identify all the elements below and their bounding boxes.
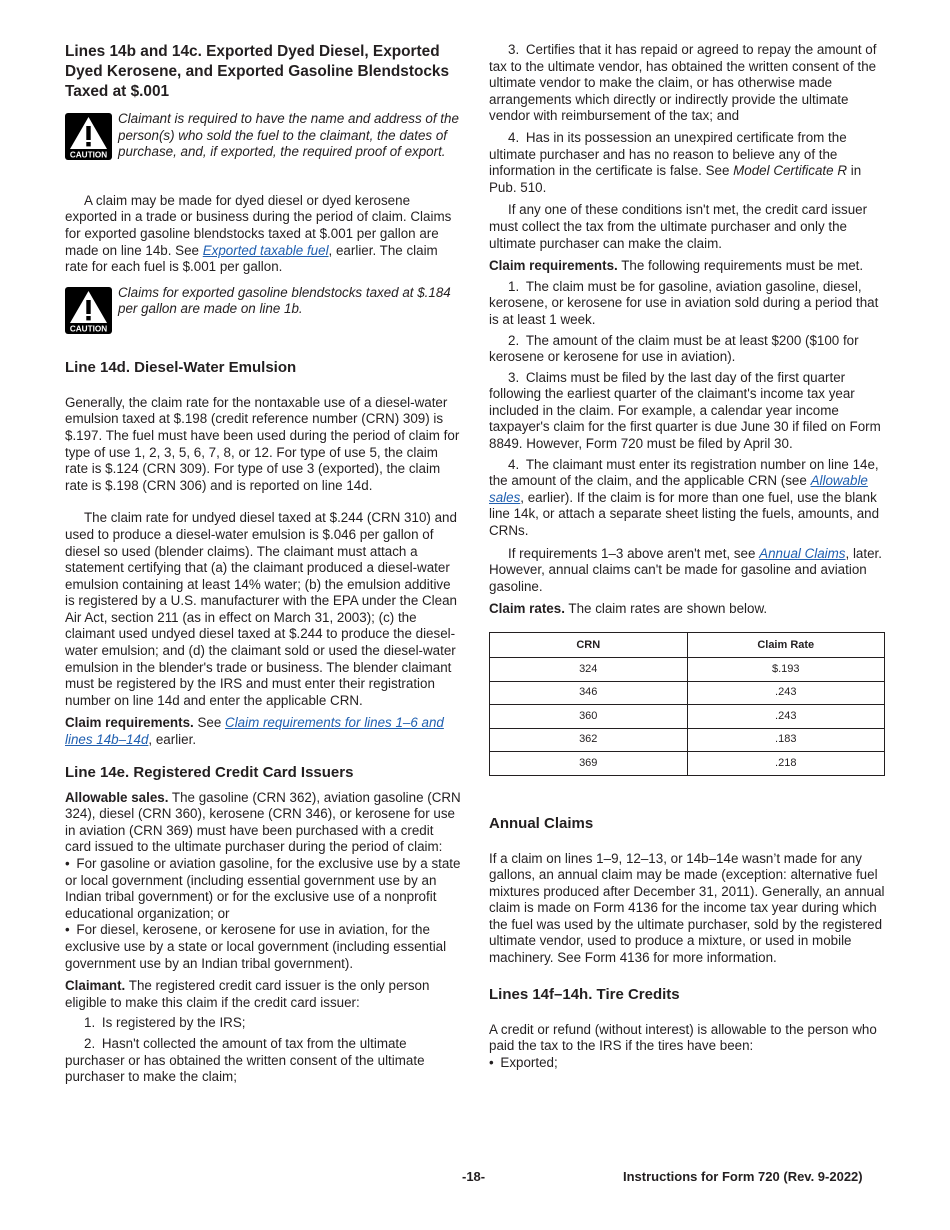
column-header-claim-rate: Claim Rate — [687, 633, 885, 658]
numbered-item: 2. Hasn't collected the amount of tax from the ultimate purchaser or has obtained the written consent of the ultimate purchaser to make the claim; — [65, 1035, 425, 1085]
section-heading-14b-14c: Lines 14b and 14c. Exported Dyed Diesel, Exported Dyed Kerosene, and Exported Gasoline Blendstocks Taxed at $.001 — [65, 43, 450, 100]
paragraph-emulsion-rate: Generally, the claim rate for the nontaxable use of a diesel-water emulsion taxed at $.198 (credit reference number (CRN) 309) is $.197. The fuel must have been used during the period of claim for type of use 1, 2, 3, 5, 6, 7, 8, or 12. For type of use 5, the claim rate is $.124 (CRN 309). For type of use 3 (exported), the claim rate is $.198 (CRN 306) and is reported on line 14d. — [65, 394, 460, 493]
table-row: 362 .183 — [490, 728, 885, 752]
caution-note-1 — [65, 111, 461, 161]
caution-icon — [65, 287, 112, 334]
paragraph-claim-requirements-14e: Claim requirements. The following requirements must be met. — [489, 258, 864, 274]
caution-icon — [65, 113, 112, 160]
left-column — [65, 42, 461, 1086]
caution-text-2: Claims for exported gasoline blendstocks taxed at $.184 per gallon are made on line 1b. — [118, 284, 451, 317]
numbered-item: 1. Is registered by the IRS; — [84, 1015, 246, 1031]
numbered-item: 3. Certifies that it has repaid or agreed to repay the amount of tax to the ultimate vendor, has obtained the written consent of the ultimate vendor to make the claim, or has otherwise made arrangements which directly or indirectly provide the ultimate vendor with reimbursement of the tax; and — [489, 42, 877, 124]
paragraph-allowable-sales: Allowable sales. The gasoline (CRN 362), aviation gasoline (CRN 324), diesel (CRN 360), kerosene (CRN 346), or kerosene for use in aviation (CRN 369) must have been purchased with a credit card issued to the ultimate purchaser during the period of claim: — [65, 789, 461, 855]
numbered-item: 1. The claim must be for gasoline, aviation gasoline, diesel, kerosene, or kerosene for use in aviation sold during a period that is at least 1 week. — [489, 278, 879, 327]
table-row: 360 .243 — [490, 705, 885, 729]
numbered-item: 2. The amount of the claim must be at least $200 ($100 for kerosene or kerosene for use in aviation). — [489, 332, 859, 365]
column-header-crn: CRN — [490, 633, 688, 658]
section-heading-annual-claims: Annual Claims — [489, 814, 594, 832]
table-row: 324 $.193 — [490, 658, 885, 682]
bullet-item: • For gasoline or aviation gasoline, for the exclusive use by a state or local government (including essential government use by an Indian tribal government) or for the exclusive use of a nonprofit educational organization; or — [65, 856, 461, 921]
table-header-row — [490, 633, 885, 658]
caution-note-2 — [65, 285, 461, 334]
bullet-item: • Exported; — [489, 1054, 558, 1070]
link-annual-claims[interactable]: Annual Claims — [759, 545, 846, 561]
section-heading-14e: Line 14e. Registered Credit Card Issuers — [65, 763, 354, 781]
paragraph-blender-claims: The claim rate for undyed diesel taxed at $.244 (CRN 310) and used to produce a diesel-water emulsion is $.046 per gallon of diesel so used (blender claims). The claimant must attach a statement certifying that (a) the claimant produced a diesel-water emulsion containing at least 14% water; (b) the emulsion additive is registered by a U.S. manufacturer with the EPA under the Clean Air Act, section 211 (as in effect on March 31, 2003); (c) the claimant used undyed diesel taxed at $.244 to produce the diesel-water emulsion; and (d) the claimant sold or used the diesel-water emulsion in the blender's trade or business. The blender claimant must be registered by the IRS and must enter their registration number on line 14d and enter the applicable CRN. — [65, 510, 458, 708]
table-row: 346 .243 — [490, 681, 885, 705]
paragraph-dyed-diesel: A claim may be made for dyed diesel or dyed kerosene exported in a trade or business during the period of claim. Claims for exported gasoline blendstocks taxed at $.001 per gallon are made on line 14b. See Exported taxable fuel, earlier. The claim rate for each fuel is $.001 per gallon. — [65, 192, 452, 275]
link-allowable-sales[interactable]: Allowable sales — [489, 473, 868, 505]
table-row: 369 .218 — [490, 752, 885, 776]
section-heading-14d: Line 14d. Diesel-Water Emulsion — [65, 358, 297, 376]
paragraph-conditions: If any one of these conditions isn't met, the credit card issuer must collect the tax from the ultimate purchaser and only the ultimate purchaser can make the claim. — [489, 202, 868, 251]
page-number: -18- — [462, 1169, 486, 1184]
link-exported-taxable-fuel[interactable]: Exported taxable fuel — [202, 242, 329, 258]
numbered-item: 4. Has in its possession an unexpired certificate from the ultimate purchaser and has no reason to believe any of the information in the certificate is false. See Model Certificate R in Pub. 510. — [489, 129, 862, 195]
footer-document-title: Instructions for Form 720 (Rev. 9-2022) — [623, 1169, 863, 1184]
numbered-item: 3. Claims must be filed by the last day of the first quarter following the earliest quarter of the claimant's income tax year included in the claim. For example, a calendar year income taxpayer's claim for the first quarter is due June 30 if filed on Form 8849. However, Form 720 must be filed by April 30. — [489, 369, 881, 452]
link-claim-requirements[interactable]: Claim requirements for lines 1–6 and lines 14b–14d — [65, 715, 444, 748]
right-column — [489, 42, 885, 1071]
paragraph-requirements-not-met: If requirements 1–3 above aren't met, see Annual Claims, later. However, annual claims can't be made for gasoline and aviation gasoline. — [489, 545, 882, 594]
section-heading-tire-credits: Lines 14f–14h. Tire Credits — [489, 985, 680, 1003]
paragraph-claim-requirements-14d: Claim requirements. See Claim requirements for lines 1–6 and lines 14b–14d, earlier. — [65, 715, 444, 748]
bullet-item: • For diesel, kerosene, or kerosene for use in aviation, for the exclusive use by a state or local government (including essential government use by an Indian tribal government). — [65, 922, 447, 971]
paragraph-tire-credits: A credit or refund (without interest) is allowable to the person who paid the tax to the IRS if the tires have been: — [489, 1021, 877, 1054]
caution-text-1: Claimant is required to have the name and address of the person(s) who sold the fuel to the claimant, the dates of purchase, and, if exported, the required proof of export. — [118, 111, 459, 160]
paragraph-annual-claims: If a claim on lines 1–9, 12–13, or 14b–14e wasn’t made for any gallons, an annual claim may be made (exception: alternative fuel mixtures produced after December 31, 2011). Generally, an annual claim is made on Form 4136 for the income tax year during which the fuel was used by the ultimate purchaser, sold by the registered ultimate vendor, used to produce a mixture, or used in mobile machinery. See Form 4136 for more information. — [489, 850, 885, 966]
paragraph-claim-rates: Claim rates. The claim rates are shown below. — [489, 601, 768, 617]
svg-text:CAUTION: CAUTION — [69, 324, 108, 334]
numbered-item: 4. The claimant must enter its registration number on line 14e, the amount of the claim, and the applicable CRN (see Allowable sales, earlier). If the claim is for more than one fuel, use the blank line 14k, or attach a separate sheet listing the fuels, amounts, and CRNs. — [489, 456, 880, 539]
claim-rates-table — [489, 632, 885, 776]
paragraph-claimant: Claimant. The registered credit card issuer is the only person eligible to make this claim if the credit card issuer: — [65, 978, 430, 1010]
svg-text:CAUTION: CAUTION — [69, 150, 108, 160]
